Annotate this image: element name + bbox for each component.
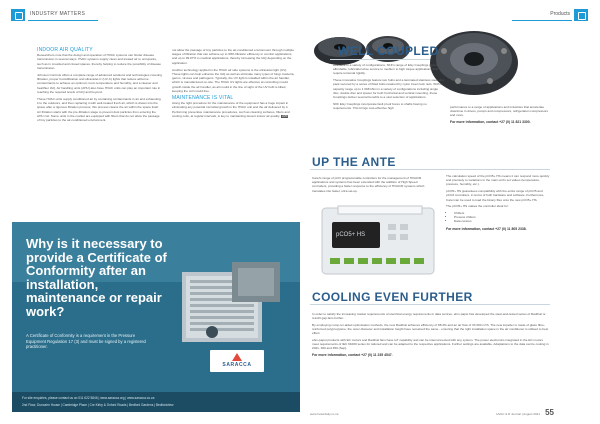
bullet-list — [454, 211, 550, 224]
paragraph: not allow the passage of tiny particles to the air-conditioned environment through multiple stages of filtration that can achieve up to 99% filtration efficiency in comfort applications, and up to 99.97% in medical applications, thereby increasing the IAQ depending on the application. — [172, 48, 294, 65]
contact-line: For more information, contact +27 (0) 11 821 3300. — [450, 120, 531, 125]
header-rule — [28, 20, 98, 21]
paragraph: By employing comp-rer-aided optimisation methods, the new RadiCal achieves efficiency of 88.3% and an air flow of 33 000 m³/h. The new impeller is made of glass fibre-reinforced polypropylene; the outer diameter and installation height have remained the same - ensuring that the right installation space in the air conditioner is utilised to best effect. — [312, 322, 549, 336]
contact-line: For more information, contact +27 (0) 11 235 4547. — [312, 353, 393, 358]
ad-footer — [12, 392, 300, 412]
paragraph: Along the right procedure for the maintenance of the equipment has a huge impact in eliminating any potential microbial growth in the HVAC unit and the air delivered by it. Performing preventive maintenance procedures, such as cleaning surfaces, filters and cooling coils, at regular intervals, is key to maintaining decent indoor air quality. HVR — [172, 101, 290, 118]
article-title: UP THE ANTE — [312, 155, 396, 169]
page-footer — [310, 408, 554, 419]
paragraph: performance to a range of applications and industries that accelerate downtime in drives, pumps and compressors, refrigeration compressors and more. — [450, 105, 549, 118]
end-mark: HVR — [281, 114, 288, 118]
title-rule — [310, 304, 550, 305]
advertisement[interactable] — [12, 222, 300, 412]
ad-footer-line[interactable]: For site enquiries, please contact us on 011 622 5846 | www.saracca.org | www.saracca.co.za — [22, 396, 155, 400]
paragraph: Available in a variety of configurations, SKF's range of Elsy Couplings provide affordable, lubrication-free service to medium to high torque applications that require torsional rigidity. — [333, 63, 440, 76]
paragraph: SKF Elsy Couplings incorporate fault proof bores to shafts having no requirements. This brings cost-effective high — [333, 101, 427, 110]
paragraph: In order to satisfy the increasing market requirements of electrical energy requirements in data centres, ebm-papst has developed the steel-and-tested series of RadiCal or retrofit gap fans further. — [312, 312, 546, 321]
list-item: • Process chillers — [454, 215, 550, 219]
list-item: • Chillers — [454, 211, 550, 215]
section-tab-icon — [11, 9, 25, 21]
title-rule — [330, 59, 430, 60]
paragraph: Researchers note that the design and operation of HVAC systems can hinder disease transmission in several ways. HVAC systems supply clean and treated air to occupants, such as in crowded and closed spaces, thereby helping to reduce the possibility of disease transmission. — [37, 53, 161, 70]
footer-url[interactable]: www.hvacrdaily.co.za — [310, 412, 339, 416]
article-column-1 — [37, 48, 162, 125]
section-header-left — [0, 9, 120, 21]
section-heading: INDOOR AIR QUALITY — [37, 47, 93, 53]
paragraph: Carel's range of pCO programmable controllers for the management of HVAC/R applications and systems has been extended with the addition of High Speed controllers, providing a faster response to the efficiency of HVAC/R systems which translates into faster, ultra set-up. — [312, 176, 425, 193]
ad-headline: Why is it necessary to provide a Certificate of Conformity after an installation, maintenance or repair work? — [26, 236, 167, 319]
contact-line: For more information, contact +27 (0) 11 805 2338. — [446, 226, 527, 231]
paragraph: ebm-papst products with EC motors and RadiCal fans have IoT capability and can be interconnected with any system. The power electronics integrated in the EC motors meet requirements of IEC 61000 series for tailored and can be adapted to the respective applications. Further settings are available. Adaptations to the data centre cooling in 2021, 300 and 350 (Sep). — [312, 338, 549, 351]
article-body — [333, 63, 445, 113]
device-label: pCO5+ HS — [336, 232, 366, 238]
section-label: INDUSTRY MATTERS — [30, 11, 86, 17]
paragraph: Johnson Controls offers a complete range of advanced solutions and technologies covering filtration, proper humidification and ultraviolet-C (UV-C) lights that reduce airborne contaminants to achieve an optimum room temperature and humidity, and a cleaner and healthier IAQ. Air handling units (AHU) also have HVAC units can play an important role in reaching the required levels of IAQ and beyond. — [37, 73, 162, 94]
article-column-2 — [172, 48, 295, 122]
saracca-logo — [210, 350, 264, 372]
paragraph: Another technology applied in the HVAC air side systems is the ultraviolet light (UV). These lights can help enhance the IAQ as well as eliminate many types of fungi, bacteria, germs, viruses and pathogens. Typically, the UV light is installed within the air handler, which is manufactured on-site. The HVAC UV lights are effective at controlling mould growth inside the air handler, as all mould in the line of sight of the UV bulb is killed, keeping the coil mould free. — [172, 67, 295, 93]
list-item: • Data centres — [454, 219, 550, 223]
logo-text: SARACCA — [222, 362, 252, 368]
page-number: 55 — [545, 408, 554, 417]
paragraph: These innovative Couplings feature two hubs and a laminated stainless steel disc pack secured by a series of fitted bolts retained by nylon insert lock nuts. With a capacity range up to 1 098 kNm in a variety of configurations including single disc, double disc and spacer for both horizontal and vertical mounting, these Couplings deliver several benefits to a vast selection of applications. — [333, 78, 445, 99]
ad-footer-line: 2nd Floor, Duncairn House | Cambridge Place | Cnr Kirby & Oxford Roads | Bedford Gardens | Bedfordview — [22, 403, 174, 407]
paragraph: pCO5+ HS guarantees compatibility with the entire range of pCO5 and pCO3 controllers, in terms of both hardware and software. Furthermore, Carel can be used to load the binary files onto the new pCO5+ HS. — [446, 189, 545, 202]
controller-device-image — [318, 200, 438, 280]
article-body — [312, 176, 430, 195]
section-tab-icon — [574, 9, 588, 21]
air-conditioner-unit-image — [172, 262, 282, 352]
ad-subtext: A Certificate of Conformity is a requirement in the Pressure Equipment Regulation 17 (3) and must be signed by a registered practitioner. — [26, 333, 146, 350]
article-body — [446, 174, 550, 233]
article-body — [450, 105, 548, 127]
paragraph: These HVAC units supply conditioned air by containing contaminants in air and exhausting it to the outdoors, and then replacing it with well-treated fresh air, which is drawn into the space after a rigorous filtration process; this process cleans the air within the space itself. Air filtration starts with the pre-filtration stage to prevent dust particles from entering the AHU coil. Some units in the market are equipped with filters that do not allow the passage of tiny particles to the air-conditioned environment. — [37, 97, 161, 123]
paragraph: The pCO5+ HS makes the controller ideal for: — [446, 204, 509, 209]
section-label: Products — [550, 11, 570, 17]
article-title: COOLING EVEN FURTHER — [312, 290, 473, 304]
section-heading: MAINTENANCE IS VITAL — [172, 95, 234, 102]
logo-mark-icon — [232, 353, 242, 361]
article-body — [312, 312, 550, 360]
paragraph: The calculation speed of the pCO5+ HS means it can respond more quickly and precisely to variations in the main unit's set values (temperature, pressure, humidity, etc.). — [446, 174, 550, 187]
article-title: WELL COUPLED — [338, 44, 439, 58]
title-rule — [310, 169, 550, 170]
footer-publication: HVAC & R Journal | August 2021 — [496, 412, 540, 416]
